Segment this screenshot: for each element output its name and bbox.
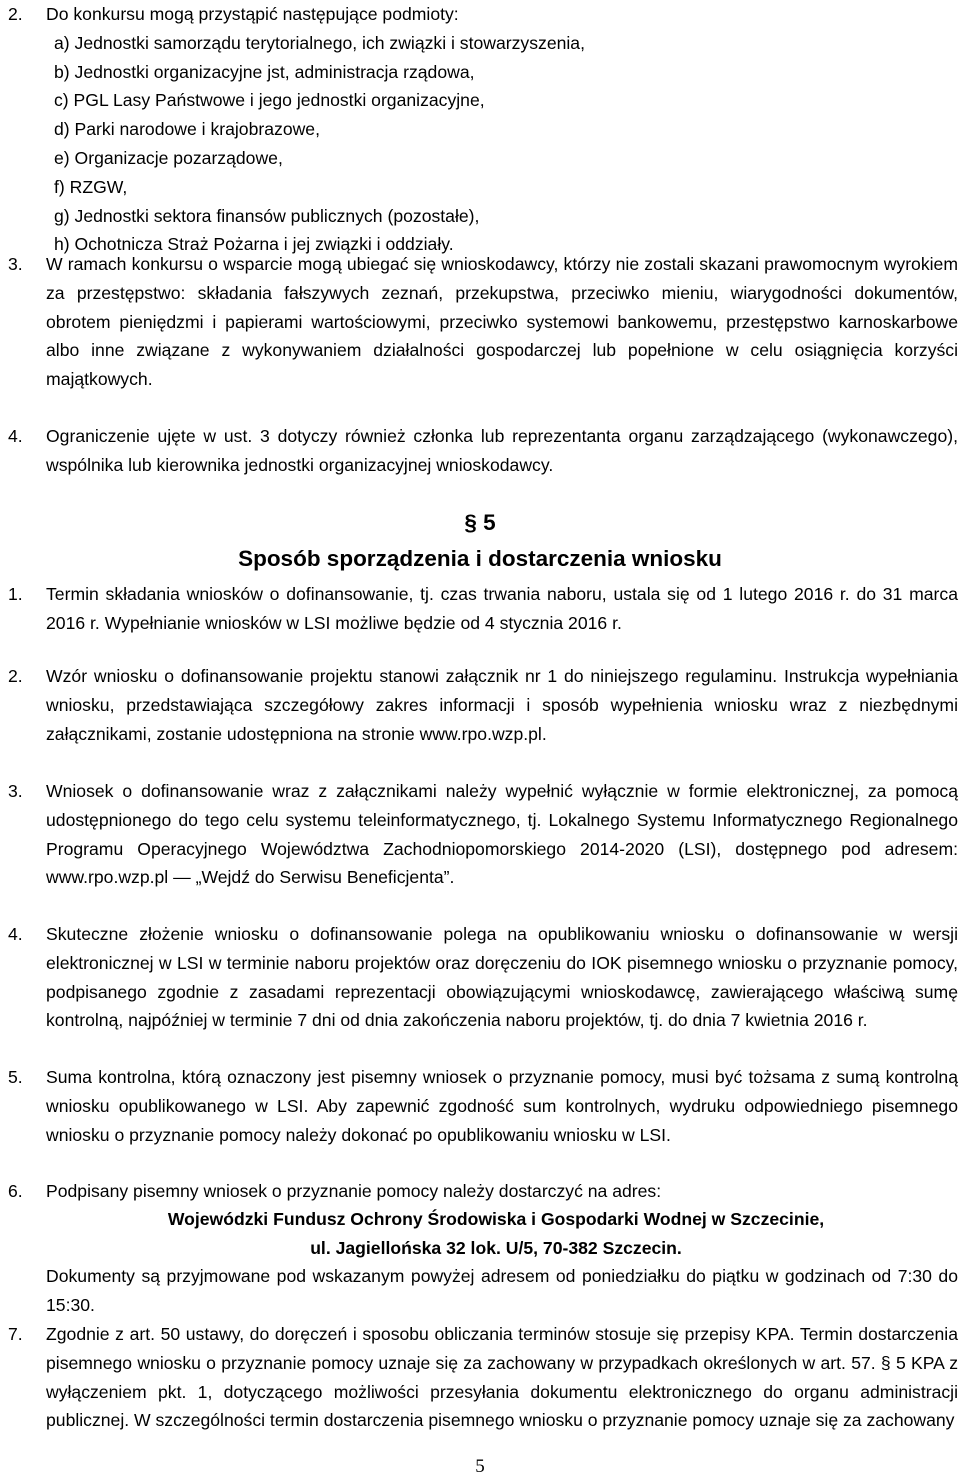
- page-number: 5: [475, 1456, 485, 1477]
- list-item: [8, 920, 958, 1064]
- sublist-item: h) Ochotnicza Straż Pożarna i jej związki i oddziały.: [54, 234, 454, 255]
- list-item-number: 2.: [8, 666, 23, 686]
- list-item: [8, 777, 958, 921]
- list-item-text: Zgodnie z art. 50 ustawy, do doręczeń i sposobu obliczania terminów stosuje się przepisy KPA. Termin dostarczenia pisemnego wniosku o przyznanie pomocy uznaje się za zachowany w przypadkach określonych w art. 57. § 5 KPA z wyłączeniem pkt. 1, dotyczącego możliwości przesyłania dokumentu elektronicznego do organu administracji publicznej. W szczególności termin dostarczenia pisemnego wniosku o przyznanie pomocy uznaje się za zachowany: [46, 1324, 958, 1431]
- list-item-number: 4.: [8, 426, 23, 446]
- list-item: [8, 580, 958, 638]
- list-item-number: 6.: [8, 1181, 23, 1201]
- list-item-text: W ramach konkursu o wsparcie mogą ubiegać się wnioskodawcy, którzy nie zostali skazani prawomocnym wyrokiem za przestępstwo: składania fałszywych zeznań, przekupstwa, przeciwko mieniu, wiarygodności dokumentów, obrotem pieniędzmi i papierami wartościowymi, przeciwko systemowi bankowemu, przestępstwo karnoskarbowe albo inne związane z wykonywaniem działalności gospodarczej lub popełnione w celu osiągnięcia korzyści majątkowych.: [46, 254, 958, 390]
- list-item-text: Wzór wniosku o dofinansowanie projektu stanowi załącznik nr 1 do niniejszego regulaminu. Instrukcja wypełniania wniosku, przedstawiająca szczegółowy zakres informacji i sposób wypełnienia wniosku wraz z niezbędnymi załącznikami, zostanie udostępniona na stronie www.rpo.wzp.pl.: [46, 666, 958, 744]
- list-item-text: Termin składania wniosków o dofinansowanie, tj. czas trwania naboru, ustala się od 1 lutego 2016 r. do 31 marca 2016 r. Wypełnianie wniosków w LSI możliwe będzie od 4 stycznia 2016 r.: [46, 584, 958, 633]
- list-item: [8, 1177, 958, 1206]
- eligible-entities-list: [54, 29, 585, 259]
- office-hours-text: Dokumenty są przyjmowane pod wskazanym powyżej adresem od poniedziałku do piątku w godzinach od 7:30 do 15:30.: [46, 1266, 958, 1315]
- address-institution: Wojewódzki Fundusz Ochrony Środowiska i Gospodarki Wodnej w Szczecinie,: [167, 1209, 825, 1229]
- section-title: Sposób sporządzenia i dostarczenia wniosku: [238, 546, 722, 571]
- sublist-item: b) Jednostki organizacyjne jst, administracja rządowa,: [54, 61, 475, 82]
- list-item-number: 4.: [8, 924, 23, 944]
- sublist-item: c) PGL Lasy Państwowe i jego jednostki organizacyjne,: [54, 90, 485, 111]
- list-item-number: 7.: [8, 1324, 23, 1344]
- list-item-text: Ograniczenie ujęte w ust. 3 dotyczy również członka lub reprezentanta organu zarządzającego (wykonawczego), wspólnika lub kierownika jednostki organizacyjnej wnioskodawcy.: [46, 426, 958, 475]
- list-item: [8, 250, 958, 423]
- list-item-text: Skuteczne złożenie wniosku o dofinansowanie polega na opublikowaniu wniosku o dofinansowanie w wersji elektronicznej w LSI w terminie naboru projektów oraz doręczeniu do IOK pisemnego wniosku o przyznanie pomocy, podpisanego zgodnie z zasadami reprezentacji obowiązującymi wnioskodawcę, zawierającego właściwą sumę kontrolną, najpóźniej w terminie 7 dni od dnia zakończenia naboru projektów, tj. do dnia 7 kwietnia 2016 r.: [46, 924, 958, 1031]
- sublist-item: d) Parki narodowe i krajobrazowe,: [54, 119, 320, 140]
- list-item-continuation: [8, 1262, 958, 1320]
- list-item: [8, 662, 958, 777]
- sublist-item: e) Organizacje pozarządowe,: [54, 147, 283, 168]
- sublist-item: g) Jednostki sektora finansów publicznych (pozostałe),: [54, 205, 480, 226]
- section-number: § 5: [464, 510, 496, 535]
- list-item-number: 2.: [8, 4, 23, 24]
- list-item-number: 3.: [8, 254, 23, 274]
- list-item-text: Do konkursu mogą przystąpić następujące podmioty:: [46, 4, 459, 24]
- list-item: [8, 1320, 958, 1464]
- address-street: ul. Jagiellońska 32 lok. U/5, 70-382 Szczecin.: [310, 1238, 682, 1258]
- list-item-number: 3.: [8, 781, 23, 801]
- list-item-text: Suma kontrolna, którą oznaczony jest pisemny wniosek o przyznanie pomocy, musi być tożsama z sumą kontrolną wniosku opublikowanego w LSI. Aby zapewnić zgodność sum kontrolnych, wydruku odpowiedniego pisemnego wniosku o przyznanie pomocy należy dokonać po opublikowaniu wniosku w LSI.: [46, 1067, 958, 1145]
- list-item-number: 5.: [8, 1067, 23, 1087]
- sublist-item: f) RZGW,: [54, 176, 128, 197]
- list-item: [8, 1063, 958, 1178]
- list-item-text: Podpisany pisemny wniosek o przyznanie pomocy należy dostarczyć na adres:: [46, 1181, 662, 1201]
- list-item: [8, 0, 958, 259]
- list-item-text: Wniosek o dofinansowanie wraz z załącznikami należy wypełnić wyłącznie w formie elektronicznej, za pomocą udostępnionego do tego celu systemu teleinformatycznego, tj. Lokalnego Systemu Informatycznego Regionalnego Programu Operacyjnego Województwa Zachodniopomorskiego 2014-2020 (LSI), dostępnego pod adresem: www.rpo.wzp.pl — „Wejdź do Serwisu Beneficjenta”.: [46, 781, 958, 888]
- list-item-number: 1.: [8, 584, 23, 604]
- sublist-item: a) Jednostki samorządu terytorialnego, ich związki i stowarzyszenia,: [54, 32, 585, 53]
- list-item: [8, 422, 958, 480]
